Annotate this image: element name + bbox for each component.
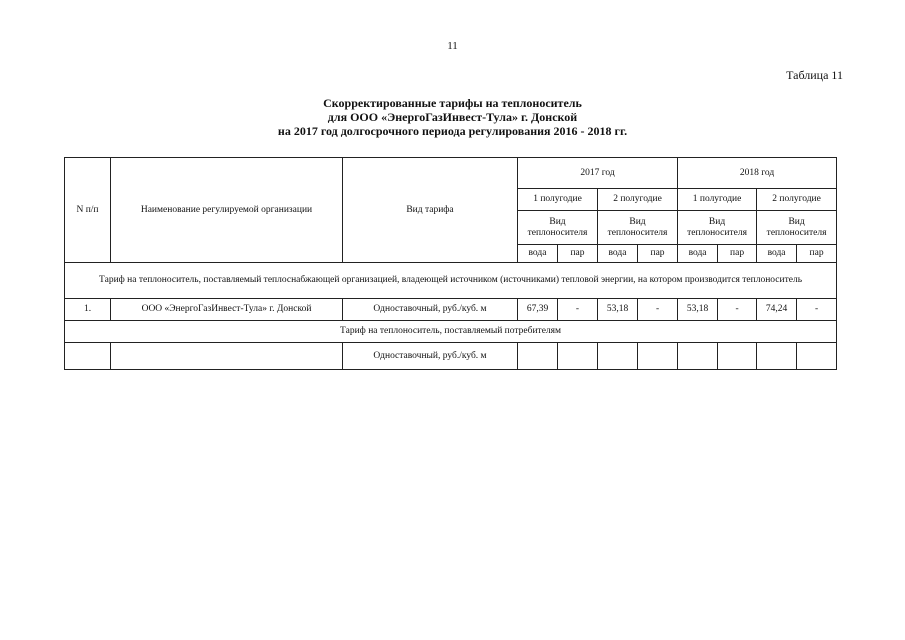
- header-2018-h2: 2 полугодие: [757, 189, 837, 211]
- header-steam: пар: [638, 245, 678, 263]
- value-2017-h2-steam: -: [638, 299, 678, 321]
- row-org: ООО «ЭнергоГазИнвест-Тула» г. Донской: [111, 299, 343, 321]
- value-2017-h2-steam: [638, 343, 678, 370]
- header-year-2018: 2018 год: [678, 158, 837, 189]
- header-carrier: Вид теплоносителя: [678, 211, 757, 245]
- header-water: вода: [518, 245, 558, 263]
- section-heading-consumers: Тариф на теплоноситель, поставляемый потребителям: [65, 321, 837, 343]
- value-2017-h1-steam: -: [558, 299, 598, 321]
- value-2018-h1-water: 53,18: [678, 299, 718, 321]
- value-2018-h2-steam: -: [797, 299, 837, 321]
- header-water: вода: [757, 245, 797, 263]
- header-carrier: Вид теплоносителя: [757, 211, 837, 245]
- row-org: [111, 343, 343, 370]
- header-steam: пар: [558, 245, 598, 263]
- header-2018-h1: 1 полугодие: [678, 189, 757, 211]
- tariff-table: [64, 157, 837, 370]
- value-2017-h1-water: [518, 343, 558, 370]
- value-2018-h1-steam: [718, 343, 757, 370]
- title-line-3: на 2017 год долгосрочного периода регулирования 2016 - 2018 гг.: [277, 124, 628, 138]
- document-title: [0, 96, 905, 138]
- header-tariff-type: Вид тарифа: [343, 158, 518, 263]
- header-carrier: Вид теплоносителя: [518, 211, 598, 245]
- value-2017-h1-water: 67,39: [518, 299, 558, 321]
- table-label: Таблица 11: [786, 68, 843, 82]
- row-tariff-type: Одноставочный, руб./куб. м: [343, 299, 518, 321]
- header-water: вода: [678, 245, 718, 263]
- header-year-2017: 2017 год: [518, 158, 678, 189]
- value-2018-h1-steam: -: [718, 299, 757, 321]
- header-carrier: Вид теплоносителя: [598, 211, 678, 245]
- row-tariff-type: Одноставочный, руб./куб. м: [343, 343, 518, 370]
- value-2017-h1-steam: [558, 343, 598, 370]
- header-org: Наименование регулируемой организации: [111, 158, 343, 263]
- value-2018-h2-water: [757, 343, 797, 370]
- page-number: 11: [447, 40, 458, 52]
- title-line-2: для ООО «ЭнергоГазИнвест-Тула» г. Донской: [327, 110, 578, 124]
- title-line-1: Скорректированные тарифы на теплоноситель: [323, 96, 582, 110]
- value-2018-h2-steam: [797, 343, 837, 370]
- value-2017-h2-water: [598, 343, 638, 370]
- header-2017-h2: 2 полугодие: [598, 189, 678, 211]
- header-2017-h1: 1 полугодие: [518, 189, 598, 211]
- header-water: вода: [598, 245, 638, 263]
- header-num: N п/п: [65, 158, 111, 263]
- row-num: 1.: [65, 299, 111, 321]
- row-num: [65, 343, 111, 370]
- header-steam: пар: [718, 245, 757, 263]
- value-2017-h2-water: 53,18: [598, 299, 638, 321]
- value-2018-h1-water: [678, 343, 718, 370]
- section-heading-source: Тариф на теплоноситель, поставляемый теплоснабжающей организацией, владеющей источником (источниками) тепловой энергии, на котором производится теплоноситель: [65, 263, 837, 299]
- value-2018-h2-water: 74,24: [757, 299, 797, 321]
- header-steam: пар: [797, 245, 837, 263]
